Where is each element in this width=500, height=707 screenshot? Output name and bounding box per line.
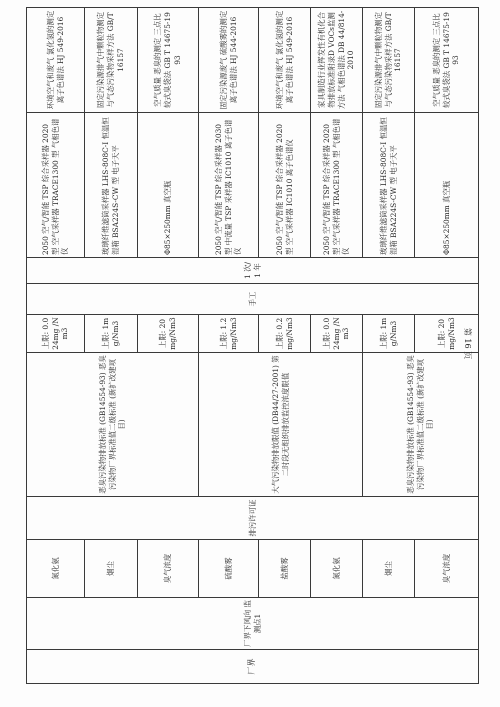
analysis-method-cell: 固定污染源排气中颗粒物测定与气态污染物采样方法 GB/T 16157 [363,8,415,113]
limit-cell: 上限: 1mg/Nm3 [85,315,138,353]
table-row [138,8,199,684]
monitoring-method-cell: 2050 空气/智能 TSP 综合采样器 2030 型 中流量 TSP 采样器 IC1010 离子色谱仪 [199,113,259,258]
method-cell: 手工 [27,284,479,315]
table-row [363,8,415,684]
monitoring-method-cell: 2050 空气/智能 TSP 综合采样器 2020 型 空气采样器 IC1010 离子色谱仪 [259,113,311,258]
monitoring-method-cell: 2050 空气/智能 TSP 综合采样器 2020 型 空气采样器 TRACE1300 型 气相色谱仪 [27,113,85,258]
table-row [27,8,85,684]
pollutant-cell: 氮化氨 [311,540,363,598]
limit-cell: 上限: 20mg/Nm3 [415,315,479,353]
pollutant-cell: 盐酸雾 [259,540,311,598]
analysis-method-cell: 空气质量 恶臭的测定 三点比较式臭袋法 GB T 14675-1993 [138,8,199,113]
limit-cell: 上限: 0.024mg /Nm3 [27,315,85,353]
monitoring-method-cell: 玻璃纤维滤筒采样器 LHS-808C-I 恒温恒湿箱 BSA224S-CW 型 电子天平 [363,113,415,258]
limit-cell: 上限: 1mg/Nm3 [363,315,415,353]
analysis-method-cell: 空气质量 恶臭的测定 三点比较式臭袋法 GB T 14675-1993 [415,8,479,113]
analysis-method-cell: 环境空气和废气 氯化氢的测定 离子色谱法 HJ 549-2016 [259,8,311,113]
pollutant-cell: 烟尘 [363,540,415,598]
location-cell: 厂界 [27,650,479,684]
monitoring-method-cell: Φ85×250mm 真空瓶 [138,113,199,258]
analysis-method-cell: 家具制造行业挥发性有机化合物排放标准附录D VOCs监测方法 气相色谱法 DB 44/814-2010 [311,8,363,113]
permit-cell: 排污许可证 [27,497,479,540]
limit-cell: 上限: 20mg/Nm3 [138,315,199,353]
table-row [199,8,259,684]
pollutant-cell: 烟尘 [85,540,138,598]
analysis-method-cell: 固定污染源废气 硫酸雾的测定 离子色谱法 HJ 544-2016 [199,8,259,113]
standard-cell: 恶臭污染物排放标准 (GB14554-93) 恶臭污染物厂界标准值二级标准 (新扩改建项目) [363,353,479,497]
point-cell: 厂界下风向 监测点1 [27,598,479,650]
standard-cell: 大气污染物排放限值 (DB44/27-2001) 第二时段无组织排放监控浓度限值 [199,353,363,497]
limit-cell: 上限: 0.2mg/Nm3 [259,315,311,353]
analysis-method-cell: 环境空气和废气 氯化氢的测定 离子色谱法 HJ 549-2016 [27,8,85,113]
table-row [85,8,138,684]
monitoring-method-cell: 2050 空气/智能 TSP 综合采样器 2020 型 空气采样器 TRACE1300 型 气相色谱仪 [311,113,363,258]
analysis-method-cell: 固定污染源排气中颗粒物测定与气态污染物采样方法 GB/T 16157 [85,8,138,113]
table-row [259,8,311,684]
pollutant-cell: 硫酸雾 [199,540,259,598]
pollutant-cell: 臭气浓度 [415,540,479,598]
page-number: 第 16 页 [463,327,473,360]
pollutant-cell: 臭气浓度 [138,540,199,598]
monitoring-table [26,7,479,684]
monitoring-method-cell: Φ85×250mm 真空瓶 [415,113,479,258]
standard-cell: 恶臭污染物排放标准 (GB14554-93) 恶臭污染物厂界标准值二级标准 (新扩改建项目) [27,353,199,497]
rotated-table-frame [26,8,478,684]
limit-cell: 上限: 1.2mg/Nm3 [199,315,259,353]
monitoring-method-cell: 玻璃纤维滤筒采样器 LHS-808C-I 恒温恒湿箱 BSA224S-CW 型 电子天平 [85,113,138,258]
table-row [311,8,363,684]
pollutant-cell: 氮化氨 [27,540,85,598]
limit-cell: 上限: 0.024mg /Nm3 [311,315,363,353]
frequency-cell: 1 次/1 年 [27,258,479,284]
